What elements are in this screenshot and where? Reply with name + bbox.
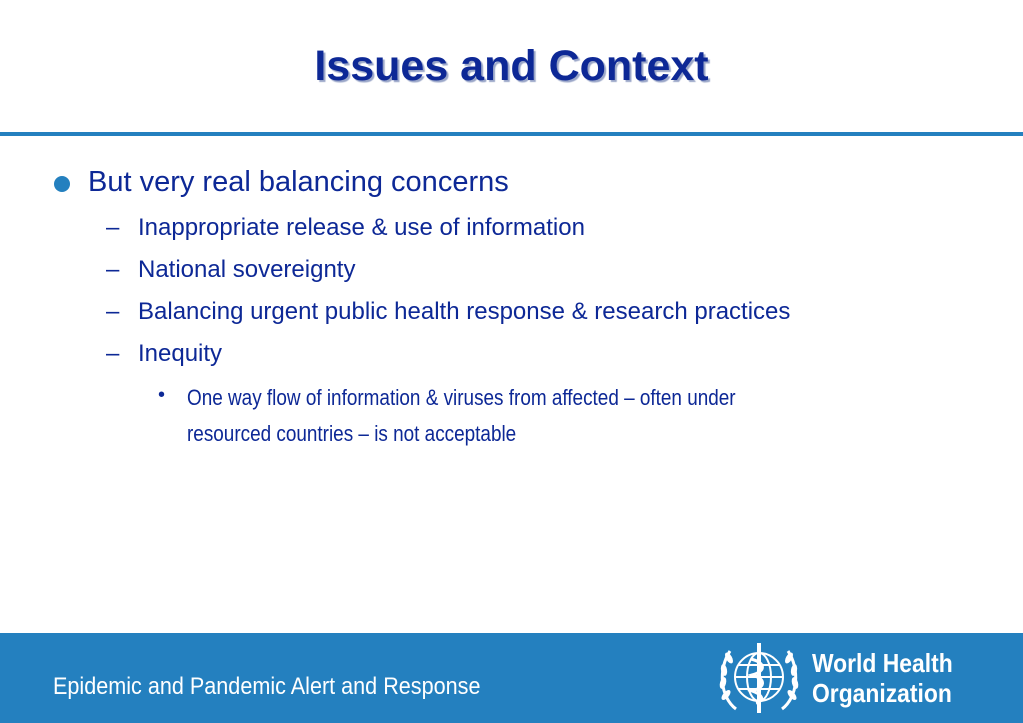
who-wordmark: [812, 648, 953, 708]
bullet-level2-release: Inappropriate release & use of information: [138, 214, 585, 241]
bullet-dot-marker: •: [158, 384, 166, 406]
dash-marker: –: [106, 256, 120, 283]
dash-marker: –: [106, 298, 120, 325]
who-emblem-icon: [716, 637, 802, 721]
bullet-circle-icon: [54, 176, 70, 192]
slide-title: Issues and Context: [314, 42, 709, 90]
title-area: [0, 0, 1023, 132]
dash-marker: –: [106, 214, 120, 241]
title-divider: [0, 132, 1023, 136]
org-name-line2: Organization: [812, 678, 952, 708]
org-name-line1: World Health: [812, 648, 953, 678]
footer-program-name: Epidemic and Pandemic Alert and Response: [53, 673, 481, 700]
footer-bar: [0, 633, 1023, 723]
bullet-level2-inequity: Inequity: [138, 340, 223, 367]
bullet-level1: But very real balancing concerns: [88, 166, 509, 198]
bullet-level2-sovereignty: National sovereignty: [138, 256, 356, 283]
dash-marker: –: [106, 340, 120, 367]
bullet-level3-flow: One way flow of information & viruses from affected – often under resourced countries – is not acceptable: [187, 385, 736, 446]
bullet-level2-balancing: Balancing urgent public health response & research practices: [138, 298, 791, 325]
